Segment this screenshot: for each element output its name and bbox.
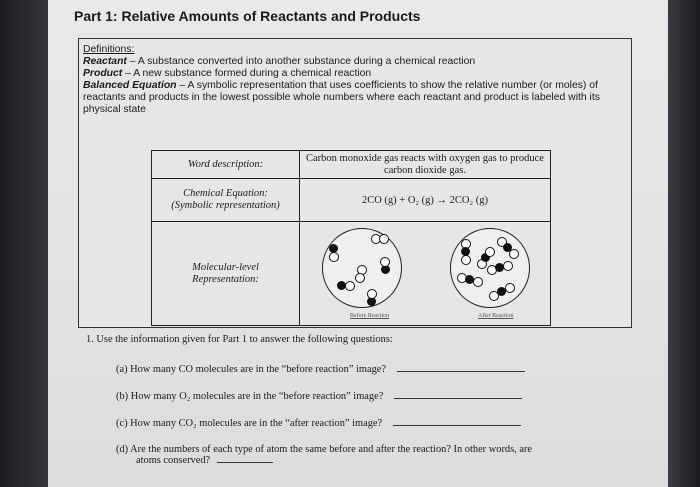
definitions-text [83, 44, 623, 116]
after-reaction-caption: After Reaction [478, 313, 514, 319]
answer-d-blank[interactable] [217, 461, 273, 463]
row-molecular-representation [152, 222, 551, 326]
definitions-box [78, 38, 632, 328]
answer-b-blank[interactable] [394, 397, 522, 399]
page-title: Part 1: Relative Amounts of Reactants and Products [74, 8, 421, 24]
worksheet-page [48, 0, 668, 487]
definitions-heading: Definitions: [83, 44, 135, 55]
word-description-label: Word description: [152, 151, 300, 179]
row-word-description [152, 151, 551, 179]
definition-balanced-text: – A symbolic representation that uses coefficients to show the relative number (or moles) of reactants and products in the lowest possible whole numbers where each reactant and product is labeled with its physical state [83, 80, 600, 115]
question-c: (c) How many CO₂ molecules are in the “after reaction” image? [116, 418, 521, 429]
molecular-representation-label: Molecular-level Representation: [152, 222, 300, 326]
word-description-value: Carbon monoxide gas reacts with oxygen gas to produce carbon dioxide gas. [300, 151, 551, 179]
molecular-representation-images [300, 222, 551, 326]
definition-reactant [83, 56, 623, 68]
term-balanced-equation: Balanced Equation [83, 80, 177, 91]
reaction-table [151, 150, 551, 326]
answer-a-blank[interactable] [397, 370, 525, 372]
before-reaction-caption: Before Reaction [350, 313, 390, 319]
term-product: Product [83, 68, 123, 79]
question-d: (d) Are the numbers of each type of atom the same before and after the reaction? In other words, are atoms conserved? [116, 444, 533, 466]
definition-product-text: – A new substance formed during a chemical reaction [122, 68, 372, 79]
question-1-intro: 1. Use the information given for Part 1 to answer the following questions: [86, 334, 393, 345]
after-reaction-diagram [450, 228, 530, 308]
definition-balanced-equation [83, 80, 623, 116]
term-reactant: Reactant [83, 56, 127, 67]
answer-c-blank[interactable] [393, 424, 521, 426]
question-a: (a) How many CO molecules are in the “before reaction” image? [116, 364, 525, 375]
chemical-equation-value: 2CO (g) + O₂ (g) → 2CO₂ (g) [300, 179, 551, 222]
background-left [0, 0, 48, 487]
chemical-equation-label: Chemical Equation: (Symbolic representation) [152, 179, 300, 222]
background-right [668, 0, 700, 487]
question-b: (b) How many O₂ molecules are in the “before reaction” image? [116, 391, 522, 402]
before-reaction-diagram [322, 228, 402, 308]
definition-product [83, 68, 623, 80]
definition-reactant-text: – A substance converted into another substance during a chemical reaction [126, 56, 476, 67]
row-chemical-equation [152, 179, 551, 222]
